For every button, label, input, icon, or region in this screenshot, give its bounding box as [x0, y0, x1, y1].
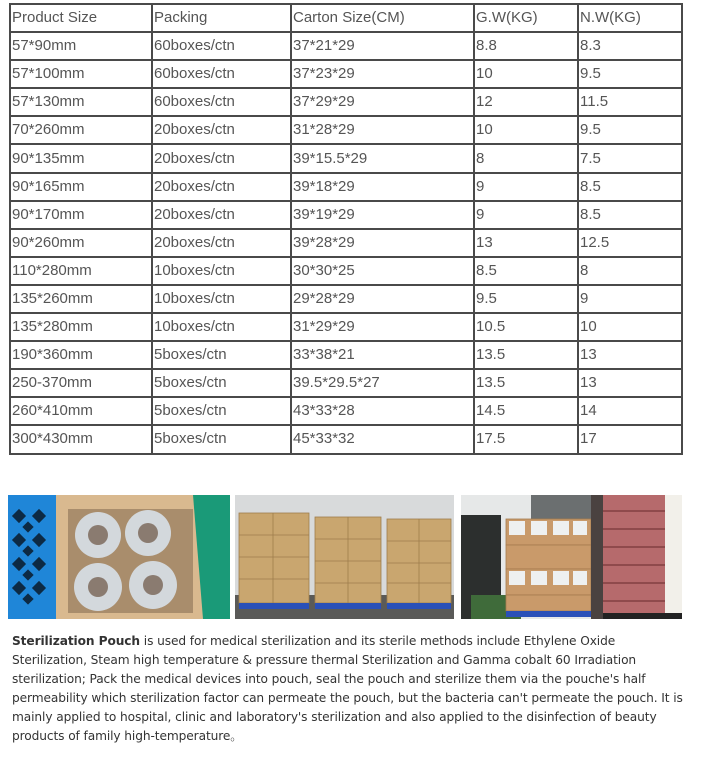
cell-packing: 10boxes/ctn	[152, 285, 291, 313]
cell-net-weight: 12.5	[578, 229, 682, 257]
header-packing: Packing	[152, 4, 291, 32]
cell-product-size: 250-370mm	[10, 369, 152, 397]
cell-net-weight: 11.5	[578, 88, 682, 116]
rolls-in-carton-photo	[8, 495, 230, 619]
cell-net-weight: 9	[578, 285, 682, 313]
spec-table-body	[10, 4, 682, 454]
cell-carton-size: 45*33*32	[291, 425, 474, 453]
cell-net-weight: 13	[578, 341, 682, 369]
cell-net-weight: 7.5	[578, 144, 682, 172]
cell-product-size: 57*100mm	[10, 60, 152, 88]
table-row	[10, 116, 682, 144]
table-row	[10, 257, 682, 285]
cell-gross-weight: 9.5	[474, 285, 578, 313]
cell-carton-size: 39.5*29.5*27	[291, 369, 474, 397]
cell-carton-size: 43*33*28	[291, 397, 474, 425]
cell-carton-size: 39*28*29	[291, 229, 474, 257]
cell-net-weight: 8.5	[578, 173, 682, 201]
cell-gross-weight: 13.5	[474, 341, 578, 369]
cell-net-weight: 17	[578, 425, 682, 453]
cell-carton-size: 37*29*29	[291, 88, 474, 116]
table-row	[10, 60, 682, 88]
cell-gross-weight: 9	[474, 201, 578, 229]
table-row	[10, 397, 682, 425]
cell-product-size: 300*430mm	[10, 425, 152, 453]
cell-product-size: 260*410mm	[10, 397, 152, 425]
table-row	[10, 144, 682, 172]
cell-packing: 20boxes/ctn	[152, 201, 291, 229]
cell-carton-size: 37*23*29	[291, 60, 474, 88]
table-row	[10, 425, 682, 453]
cell-net-weight: 13	[578, 369, 682, 397]
cell-packing: 20boxes/ctn	[152, 116, 291, 144]
cell-net-weight: 8	[578, 257, 682, 285]
cell-gross-weight: 13	[474, 229, 578, 257]
header-net-weight: N.W(KG)	[578, 4, 682, 32]
cell-gross-weight: 14.5	[474, 397, 578, 425]
cell-packing: 60boxes/ctn	[152, 60, 291, 88]
cell-packing: 60boxes/ctn	[152, 32, 291, 60]
cell-carton-size: 39*19*29	[291, 201, 474, 229]
cell-gross-weight: 8.8	[474, 32, 578, 60]
cell-carton-size: 39*15.5*29	[291, 144, 474, 172]
cell-packing: 5boxes/ctn	[152, 341, 291, 369]
table-header-row	[10, 4, 682, 32]
cell-packing: 10boxes/ctn	[152, 257, 291, 285]
cell-product-size: 190*360mm	[10, 341, 152, 369]
cell-packing: 5boxes/ctn	[152, 369, 291, 397]
cell-gross-weight: 10.5	[474, 313, 578, 341]
cell-net-weight: 8.3	[578, 32, 682, 60]
header-product-size: Product Size	[10, 4, 152, 32]
table-row	[10, 201, 682, 229]
description-body: is used for medical sterilization and its sterile methods include Ethylene Oxide Sterilization, Steam high temperature & pressure thermal Sterilization and Gamma cobalt 60 Irradiation sterilization; Pack the medical devices into pouch, seal the pouch and sterilize them via the pouche's half permeability which sterilization factor can permeate the pouch, but the bacteria can't permeate the pouch. It is mainly applied to hospital, clinic and laboratory's sterilization and also applied to the disinfection of beauty products of family high-temperature。	[12, 634, 683, 743]
cell-product-size: 90*165mm	[10, 173, 152, 201]
table-row	[10, 173, 682, 201]
cell-packing: 20boxes/ctn	[152, 229, 291, 257]
table-row	[10, 285, 682, 313]
cell-product-size: 110*280mm	[10, 257, 152, 285]
cell-packing: 60boxes/ctn	[152, 88, 291, 116]
cell-packing: 10boxes/ctn	[152, 313, 291, 341]
table-row	[10, 313, 682, 341]
cell-gross-weight: 10	[474, 116, 578, 144]
cell-gross-weight: 12	[474, 88, 578, 116]
cell-carton-size: 31*28*29	[291, 116, 474, 144]
product-description	[12, 632, 692, 746]
table-row	[10, 32, 682, 60]
table-row	[10, 229, 682, 257]
cell-packing: 5boxes/ctn	[152, 425, 291, 453]
cell-product-size: 90*170mm	[10, 201, 152, 229]
cell-carton-size: 33*38*21	[291, 341, 474, 369]
cell-gross-weight: 8	[474, 144, 578, 172]
container-loading-photo	[461, 495, 682, 619]
cell-carton-size: 37*21*29	[291, 32, 474, 60]
cell-net-weight: 10	[578, 313, 682, 341]
table-row	[10, 88, 682, 116]
cell-product-size: 135*260mm	[10, 285, 152, 313]
cell-product-size: 57*90mm	[10, 32, 152, 60]
rolls-in-carton-image	[8, 495, 230, 619]
table-row	[10, 341, 682, 369]
cell-product-size: 135*280mm	[10, 313, 152, 341]
cell-carton-size: 30*30*25	[291, 257, 474, 285]
cell-carton-size: 31*29*29	[291, 313, 474, 341]
palletized-cartons-photo	[235, 495, 454, 619]
header-gross-weight: G.W(KG)	[474, 4, 578, 32]
cell-packing: 20boxes/ctn	[152, 144, 291, 172]
cell-net-weight: 9.5	[578, 60, 682, 88]
cell-carton-size: 29*28*29	[291, 285, 474, 313]
cell-product-size: 90*135mm	[10, 144, 152, 172]
cell-net-weight: 9.5	[578, 116, 682, 144]
cell-gross-weight: 10	[474, 60, 578, 88]
cell-gross-weight: 17.5	[474, 425, 578, 453]
cell-packing: 20boxes/ctn	[152, 173, 291, 201]
cell-product-size: 90*260mm	[10, 229, 152, 257]
cell-gross-weight: 9	[474, 173, 578, 201]
cell-gross-weight: 8.5	[474, 257, 578, 285]
cell-product-size: 70*260mm	[10, 116, 152, 144]
header-carton-size: Carton Size(CM)	[291, 4, 474, 32]
cell-packing: 5boxes/ctn	[152, 397, 291, 425]
product-spec-table	[9, 3, 683, 455]
cell-carton-size: 39*18*29	[291, 173, 474, 201]
table-row	[10, 369, 682, 397]
product-name-bold: Sterilization Pouch	[12, 634, 141, 648]
cell-gross-weight: 13.5	[474, 369, 578, 397]
container-loading-image	[461, 495, 682, 619]
palletized-cartons-image	[235, 495, 454, 619]
cell-net-weight: 8.5	[578, 201, 682, 229]
cell-net-weight: 14	[578, 397, 682, 425]
cell-product-size: 57*130mm	[10, 88, 152, 116]
